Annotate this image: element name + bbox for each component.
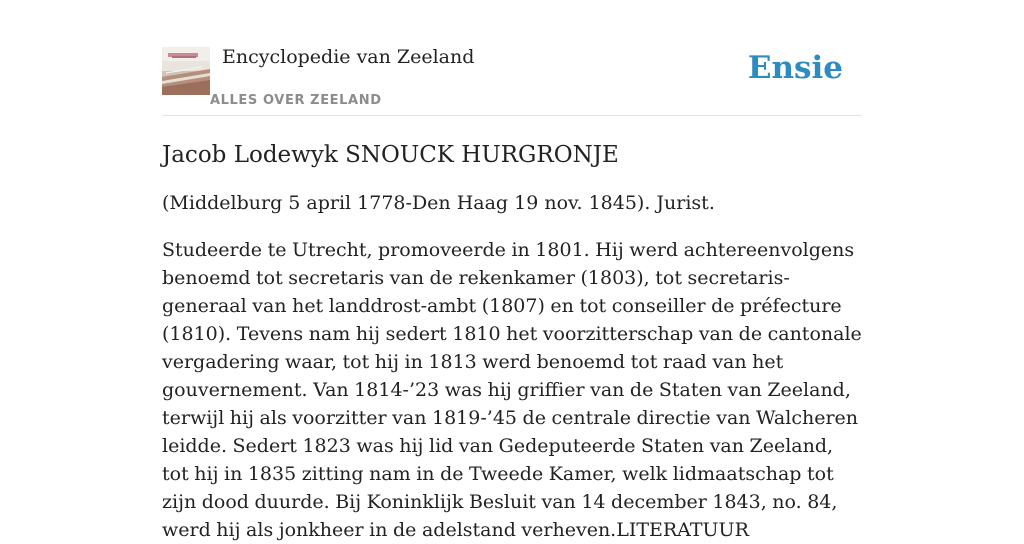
article <box>162 138 862 544</box>
site-title[interactable]: Encyclopedie van Zeeland <box>222 46 475 68</box>
article-title: Jacob Lodewyk SNOUCK HURGRONJE <box>162 142 619 168</box>
article-body: Studeerde te Utrecht, promoveerde in 1801. Hij werd achtereenvolgens benoemd tot secretaris van de rekenkamer (1803), tot secretaris-generaal van het landdrost-ambt (1807) en tot conseiller de préfecture (1810). Tevens nam hij sedert 1810 het voorzitterschap van de cantonale vergadering waar, tot hij in 1813 werd benoemd tot raad van het gouvernement. Van 1814-’23 was hij griffier van de Staten van Zeeland, terwijl hij als voorzitter van 1819-’45 de centrale directie van Walcheren leidde. Sedert 1823 was hij lid van Gedeputeerde Staten van Zeeland, tot hij in 1835 zitting nam in de Tweede Kamer, welk lidmaatschap tot zijn dood duurde. Bij Koninklijk Besluit van 14 december 1843, no. 84, werd hij als jonkheer in de adelstand verheven.LITERATUUR <box>162 239 862 541</box>
ensie-logo-link[interactable]: Ensie <box>747 50 843 86</box>
article-lead: (Middelburg 5 april 1778-Den Haag 19 nov. 1845). Jurist. <box>162 192 715 214</box>
site-header <box>162 44 862 116</box>
site-subtitle: ALLES OVER ZEELAND <box>210 93 382 108</box>
encyclopedia-avatar-icon[interactable] <box>162 47 210 95</box>
